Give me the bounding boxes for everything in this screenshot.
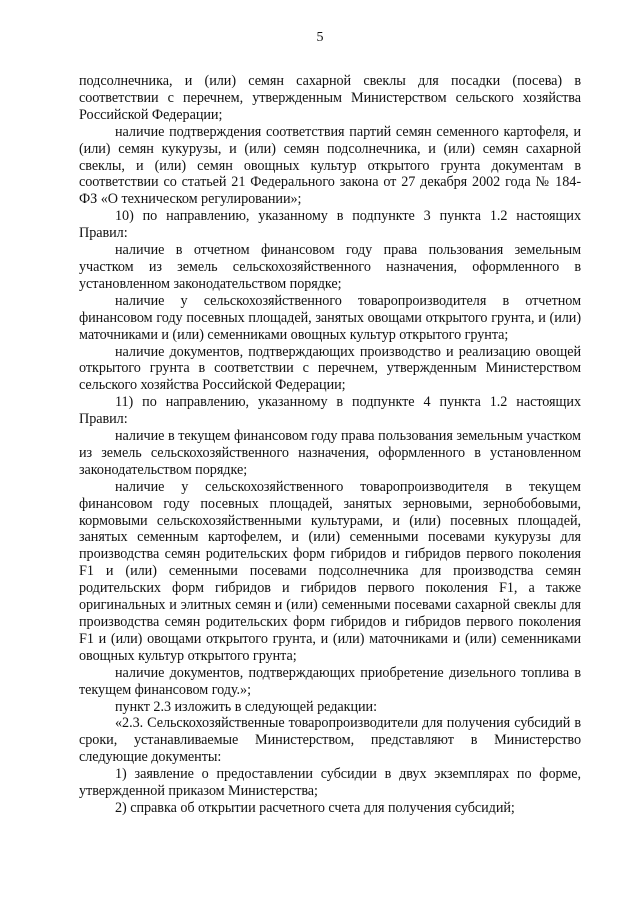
paragraph-vegetable-sales-documents: наличие документов, подтверждающих производство и реализацию овощей открытого грунта в соответствии с перечнем, утвержденным Министерством сельского хозяйства Российской Федерации; bbox=[79, 343, 581, 394]
document-body bbox=[79, 73, 581, 817]
page-number: 5 bbox=[316, 30, 324, 45]
paragraph-diesel-documents: наличие документов, подтверждающих приобретение дизельного топлива в текущем финансовом году.»; bbox=[79, 664, 581, 698]
paragraph-seed-conformity: наличие подтверждения соответствия партий семян семенного картофеля, и (или) семян кукурузы, и (или) семян подсолнечника, и (или) семян сахарной свеклы, и (или) семян овощных культур открытого грунта документам в соответствии со статьей 21 Федерального закона от 27 декабря 2002 года № 184-ФЗ «О техническом регулировании»; bbox=[79, 123, 581, 208]
paragraph-clause-2-3-intro: пункт 2.3 изложить в следующей редакции: bbox=[115, 698, 377, 715]
paragraph-item-11: 11) по направлению, указанному в подпункте 4 пункта 1.2 настоящих Правил: bbox=[79, 394, 581, 428]
paragraph-clause-2-3: «2.3. Сельскохозяйственные товаропроизводители для получения субсидий в сроки, устанавливаемые Министерством, представляют в Министерство следующие документы: bbox=[79, 715, 581, 766]
paragraph-document-2: 2) справка об открытии расчетного счета для получения субсидий; bbox=[115, 799, 515, 816]
paragraph-document-1: 1) заявление о предоставлении субсидии в двух экземплярах по форме, утвержденной приказом Министерства; bbox=[79, 766, 581, 800]
paragraph-continuation: подсолнечника, и (или) семян сахарной свеклы для посадки (посева) в соответствии с перечнем, утвержденным Министерством сельского хозяйства Российской Федерации; bbox=[79, 73, 581, 123]
paragraph-item-10: 10) по направлению, указанному в подпункте 3 пункта 1.2 настоящих Правил: bbox=[79, 208, 581, 242]
paragraph-sown-areas-current-year: наличие у сельскохозяйственного товаропроизводителя в текущем финансовом году посевных площадей, занятых зерновыми, зернобобовыми, кормовыми сельскохозяйственными культурами, и (или) посевных площадей, занятых семенным картофелем, и (или) семенными посевами кукурузы для производства семян родительских форм гибридов и гибридов первого поколения F1 и (или) семенными посевами подсолнечника для производства семян родительских форм гибридов и гибридов первого поколения F1, а также оригинальных и элитных семян и (или) семенными посевами сахарной свеклы для производства семян родительских форм гибридов и гибридов первого поколения F1 и (или) овощами открытого грунта, и (или) маточниками и (или) семенниками овощных культур открытого грунта; bbox=[79, 478, 581, 664]
paragraph-land-right-reporting-year: наличие в отчетном финансовом году права пользования земельным участком из земель сельскохозяйственного назначения, оформленного в установленном законодательством порядке; bbox=[79, 242, 581, 292]
paragraph-vegetable-areas: наличие у сельскохозяйственного товаропроизводителя в отчетном финансовом году посевных площадей, занятых овощами открытого грунта, и (или) маточниками и (или) семенниками овощных культур открытого грунта; bbox=[79, 292, 581, 343]
paragraph-land-right-current-year: наличие в текущем финансовом году права пользования земельным участком из земель сельскохозяйственного назначения, оформленного в установленном законодательством порядке; bbox=[79, 428, 581, 478]
